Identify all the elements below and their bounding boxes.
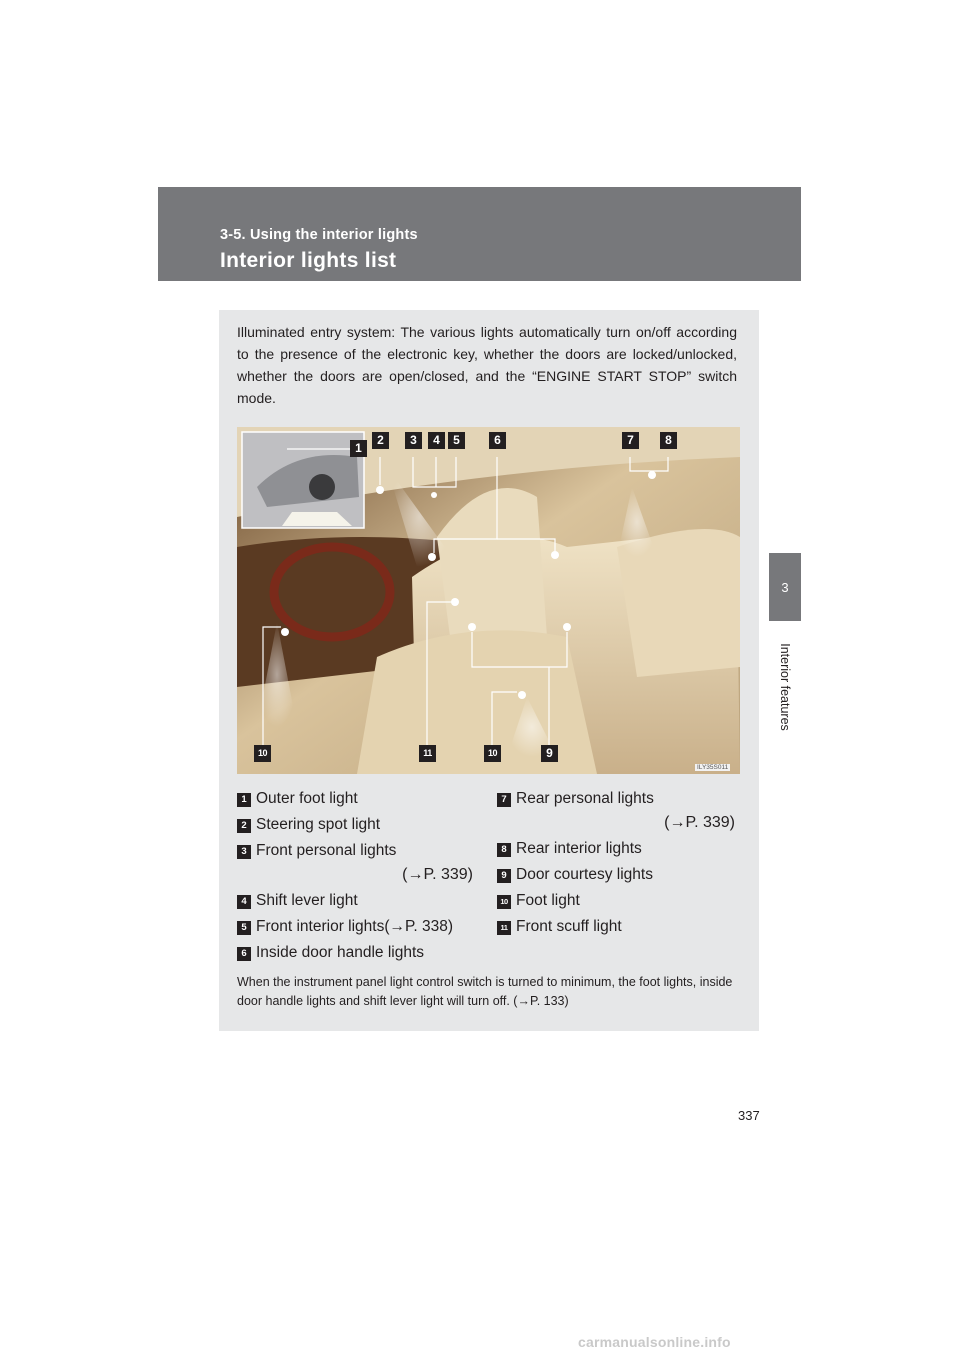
watermark: carmanualsonline.info	[578, 1334, 731, 1350]
legend-item	[497, 862, 747, 888]
legend-label: Foot light	[516, 892, 580, 909]
callout-7: 7	[622, 432, 639, 449]
page-reference-link[interactable]: (→P. 339)	[664, 814, 735, 831]
callout-3: 3	[405, 432, 422, 449]
page-number: 337	[738, 1108, 760, 1123]
callout-4: 4	[428, 432, 445, 449]
legend-label: Inside door handle lights	[256, 944, 425, 961]
legend-number: 11	[497, 921, 511, 935]
legend-number: 9	[497, 869, 511, 883]
legend-label: Outer foot light	[256, 790, 358, 807]
legend-left	[237, 786, 487, 966]
legend-item	[497, 786, 747, 836]
legend-label: Shift lever light	[256, 892, 358, 909]
callout-5: 5	[448, 432, 465, 449]
legend-item	[497, 914, 747, 940]
figure-code: ILY35S011	[697, 764, 729, 771]
legend-item	[497, 836, 747, 862]
legend-number: 6	[237, 947, 251, 961]
callout-10-right: 10	[484, 745, 501, 762]
legend-number: 7	[497, 793, 511, 807]
callout-11: 11	[419, 745, 436, 762]
legend-number: 2	[237, 819, 251, 833]
callout-1: 1	[350, 440, 367, 457]
callout-10-left: 10	[254, 745, 271, 762]
chapter-tab-label: Interior features	[778, 643, 792, 731]
legend-item	[237, 786, 487, 812]
callout-6: 6	[489, 432, 506, 449]
callout-2: 2	[372, 432, 389, 449]
page-title: Interior lights list	[220, 249, 397, 272]
legend-number: 3	[237, 845, 251, 859]
legend-label: Door courtesy lights	[516, 866, 653, 883]
chapter-tab-number[interactable]: 3	[769, 553, 801, 621]
legend-label: Steering spot light	[256, 816, 381, 833]
legend-item	[497, 888, 747, 914]
legend-label: Rear personal lights	[516, 790, 654, 807]
legend-label: Rear interior lights	[516, 840, 642, 857]
legend-label: Front interior lights(→P. 338)	[256, 918, 453, 935]
legend-label: Front personal lights	[256, 842, 397, 859]
legend-label: Front scuff light	[516, 918, 622, 935]
legend-item	[237, 838, 487, 888]
callout-8: 8	[660, 432, 677, 449]
legend-item	[237, 940, 487, 966]
callout-9: 9	[541, 745, 558, 762]
legend-number: 5	[237, 921, 251, 935]
legend-item	[237, 914, 487, 940]
section-label: 3-5. Using the interior lights	[220, 227, 418, 243]
legend-number: 8	[497, 843, 511, 857]
footer-note: When the instrument panel light control switch is turned to minimum, the foot lights, inside door handle lights and shift lever light will turn off. (→P. 133)	[237, 975, 733, 1008]
chapter-header	[158, 187, 801, 281]
legend-right	[497, 786, 747, 940]
intro-text: Illuminated entry system: The various lights automatically turn on/off according to the presence of the electronic key, whether the doors are locked/unlocked, whether the doors are open/closed, and the “ENGINE START STOP” switch mode.	[237, 324, 737, 406]
legend-item	[237, 812, 487, 838]
legend-item	[237, 888, 487, 914]
legend-number: 4	[237, 895, 251, 909]
legend-number: 10	[497, 895, 511, 909]
page-reference-link[interactable]: (→P. 339)	[402, 866, 473, 883]
interior-lights-figure	[237, 427, 740, 774]
car-interior-illustration	[237, 427, 740, 774]
legend-number: 1	[237, 793, 251, 807]
content-panel	[219, 310, 759, 1031]
